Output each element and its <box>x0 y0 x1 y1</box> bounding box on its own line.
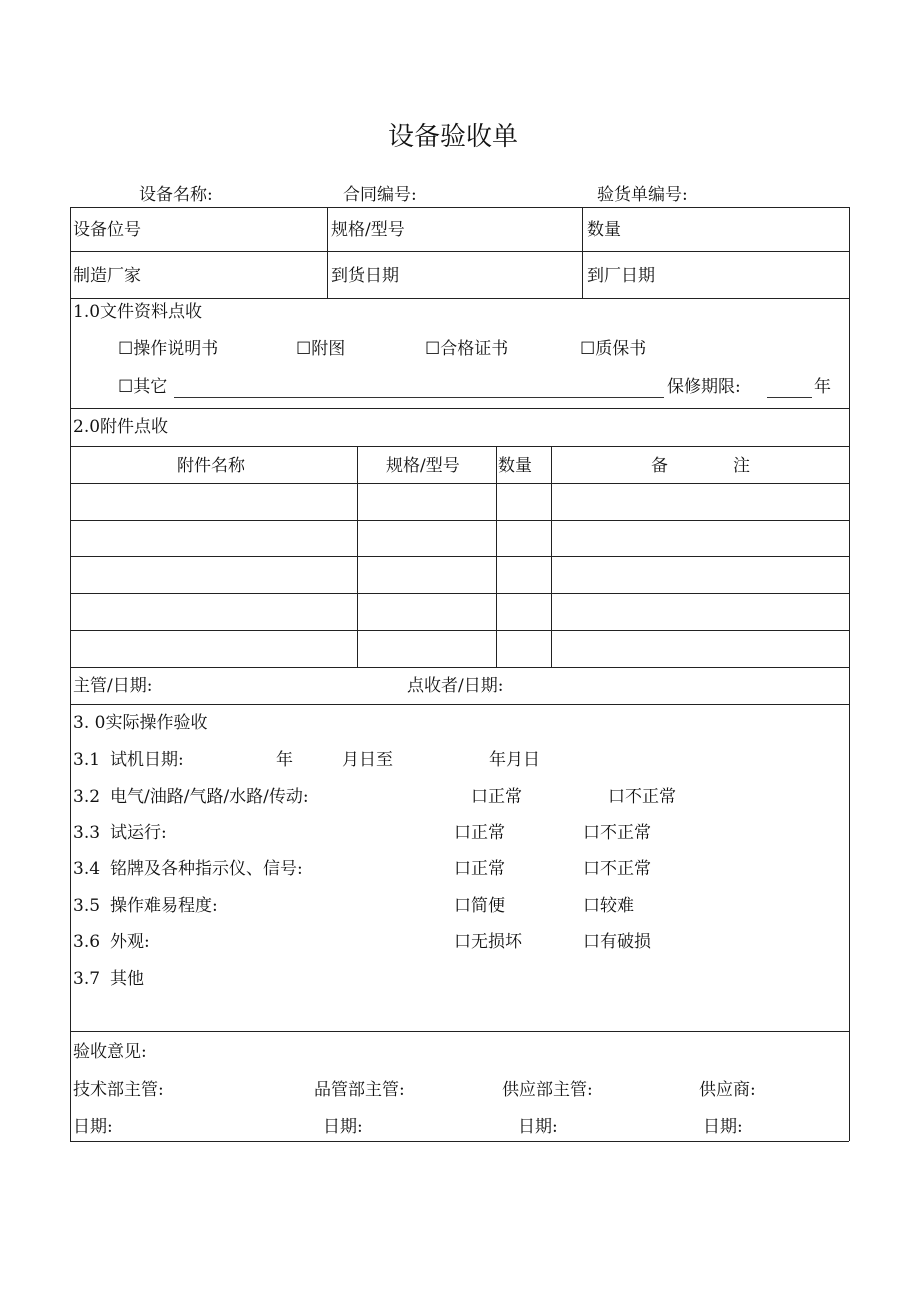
warranty-period-label: 保修期限: <box>667 377 741 397</box>
date-label: 日期: <box>73 1117 113 1137</box>
nameplate-label: 铭牌及各种指示仪、信号: <box>110 859 303 879</box>
systems-abnormal-option[interactable]: 口不正常 <box>608 787 676 807</box>
receiver-date-label: 点收者/日期: <box>407 676 504 696</box>
date-label: 日期: <box>518 1117 558 1137</box>
checkbox-other[interactable]: ☐其它 <box>118 377 168 397</box>
row-num: 3.1 <box>73 750 101 770</box>
inspection-no-label: 验货单编号: <box>597 185 688 205</box>
trial-end-date: 年月日 <box>489 750 540 770</box>
cell-manufacturer: 制造厂家 <box>73 266 141 286</box>
supervisor-date-label: 主管/日期: <box>73 676 153 696</box>
trial-run-label: 试运行: <box>110 823 167 843</box>
warranty-underline <box>767 397 812 398</box>
quality-supervisor-label: 品管部主管: <box>314 1080 405 1100</box>
trial-date-label: 试机日期: <box>110 750 184 770</box>
col-quantity: 数量 <box>498 456 532 476</box>
warranty-year-label: 年 <box>814 377 831 397</box>
contract-no-label: 合同编号: <box>343 185 417 205</box>
tech-supervisor-label: 技术部主管: <box>73 1080 164 1100</box>
row-num: 3.6 <box>73 932 101 952</box>
acceptance-opinion-label: 验收意见: <box>73 1042 147 1062</box>
row-num: 3.2 <box>73 787 101 807</box>
ease-label: 操作难易程度: <box>110 896 218 916</box>
date-label: 日期: <box>323 1117 363 1137</box>
ease-difficult-option[interactable]: 口较难 <box>583 896 634 916</box>
trial-run-normal-option[interactable]: 口正常 <box>454 823 505 843</box>
col-spec-model: 规格/型号 <box>386 456 460 476</box>
section1-heading: 1.0文件资料点收 <box>73 302 203 322</box>
appearance-undamaged-option[interactable]: 口无损坏 <box>454 932 522 952</box>
trial-month-day-to: 月日至 <box>342 750 393 770</box>
row-num: 3.3 <box>73 823 101 843</box>
row-num: 3.5 <box>73 896 101 916</box>
appearance-damaged-option[interactable]: 口有破损 <box>583 932 651 952</box>
cell-spec-model: 规格/型号 <box>331 220 405 240</box>
other-label: 其他 <box>110 969 144 989</box>
col-remark-1: 备 <box>651 456 668 476</box>
page-title: 设备验收单 <box>388 122 519 152</box>
systems-normal-option[interactable]: 口正常 <box>471 787 522 807</box>
cell-arrival-date: 到货日期 <box>331 266 399 286</box>
other-underline <box>174 397 664 398</box>
nameplate-abnormal-option[interactable]: 口不正常 <box>583 859 651 879</box>
nameplate-normal-option[interactable]: 口正常 <box>454 859 505 879</box>
section3-heading: 3. 0实际操作验收 <box>73 713 208 733</box>
checkbox-drawings[interactable]: ☐附图 <box>296 339 346 359</box>
equipment-name-label: 设备名称: <box>139 185 213 205</box>
col-accessory-name: 附件名称 <box>177 456 245 476</box>
supply-supervisor-label: 供应部主管: <box>502 1080 593 1100</box>
ease-simple-option[interactable]: 口简便 <box>454 896 505 916</box>
row-num: 3.7 <box>73 969 101 989</box>
systems-label: 电气/油路/气路/水路/传动: <box>110 787 309 807</box>
cell-quantity: 数量 <box>587 220 621 240</box>
checkbox-manual[interactable]: ☐操作说明书 <box>118 339 219 359</box>
cell-position-no: 设备位号 <box>73 220 141 240</box>
section2-heading: 2.0附件点收 <box>73 417 169 437</box>
checkbox-warranty-book[interactable]: ☐质保书 <box>580 339 647 359</box>
checkbox-certificate[interactable]: ☐合格证书 <box>425 339 509 359</box>
trial-year-label: 年 <box>276 750 293 770</box>
appearance-label: 外观: <box>110 932 150 952</box>
date-label: 日期: <box>703 1117 743 1137</box>
row-num: 3.4 <box>73 859 101 879</box>
trial-run-abnormal-option[interactable]: 口不正常 <box>583 823 651 843</box>
vendor-label: 供应商: <box>699 1080 756 1100</box>
col-remark-2: 注 <box>733 456 750 476</box>
cell-factory-arrival-date: 到厂日期 <box>587 266 655 286</box>
